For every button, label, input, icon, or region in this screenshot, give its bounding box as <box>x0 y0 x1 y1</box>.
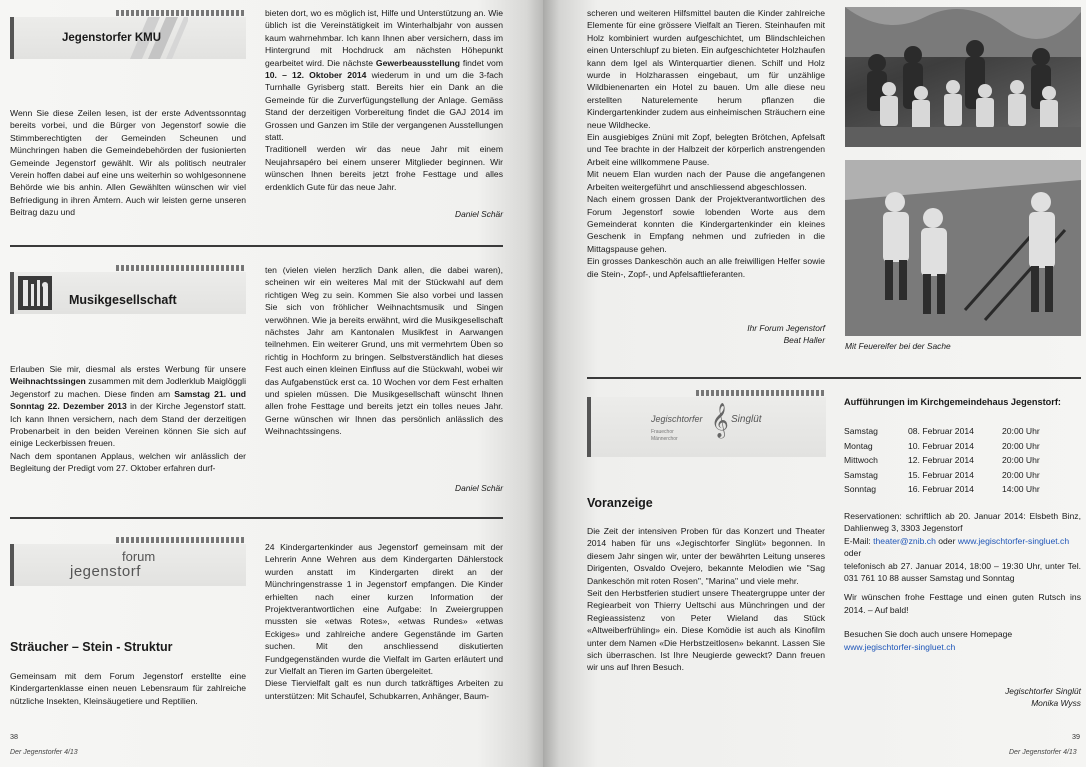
singlut-signature <box>943 685 1081 710</box>
homepage-link[interactable]: www.jegischtorfer-singluet.ch <box>844 641 956 652</box>
forum-logo-word1: forum <box>122 549 156 564</box>
forum-text-col3 <box>587 7 825 280</box>
forum-paragraph-6: Mit neuem Elan wurden nach der Pause die angefangenen Arbeiten weitergeführt und anschliessend abgeschlossen. <box>587 169 825 192</box>
kmu-paragraph: Wenn Sie diese Zeilen lesen, ist der erste Adventssonntag bereits vorbei, und die Bürger von Jegenstorf sowie die Stimmberechtigten der Gemeinden Scheunen und Münchringen haben die Gemeindebehörden der fusionierten Gemeinde Jegenstorf gewählt. Wir als politisch neutraler Verein hoffen dabei auf eine uns weiterhin so wohlgesonnene Behörde wie bis anhin. Allen Gewählten wünschen wir viel Befriedigung in ihren Ämtern. Auch wir leisten gerne unseren Beitrag dazu und <box>10 108 246 218</box>
forum-title: Sträucher – Stein - Struktur <box>10 640 173 654</box>
music-instrument-icon <box>18 276 52 310</box>
forum-paragraph-4: scheren und weiteren Hilfsmittel bauten die Kinder zahlreiche Elemente für eine grössere Vielfalt an Tieren. Steinhaufen mit Holz kombiniert wurden aufgeschichtet, um Blindschleichen einen Unterschlupf zu bieten. Ein aufgeschichteter Holzhaufen kann dem Igel als Winterquartier dienen. Schilf und Holz wurde in Holzharassen eingebaut, um für unzählige Wildbienenarten ein Hotel zu bauen. Um alle diese neu erstellten Naturelemente herum pflanzen die Kindergartenkinder zudem aus einheimischen Sträuchern eine neue Wildhecke. <box>587 8 825 130</box>
kmu-paragraph-3: Traditionell werden wir das neue Jahr mit einem Neujahrsapéro bei einem unserer Mitglieder beginnen. Wir wünschen Ihnen bereits jetzt frohe Festtage und alles erdenklich Gute für das neue Jahr. <box>265 144 503 192</box>
singlut-title: Voranzeige <box>587 496 653 510</box>
kids-working-image <box>845 160 1081 336</box>
photo-kids-group <box>845 7 1081 147</box>
kmu-text-col1 <box>10 107 246 219</box>
forum-paragraph-5: Ein ausgiebiges Znüni mit Zopf, belegten Brötchen, Apfelsaft und Tee brachte in der Halbzeit der körperlich anstrengenden Arbeit eine willkommene Pause. <box>587 132 825 167</box>
dots-decoration <box>696 390 826 396</box>
kmu-paragraph-2: bieten dort, wo es möglich ist, Hilfe und Unterstützung an. Wie üblich ist die Vereinstätigkeit im Winterhalbjahr von aussen kaum wahrnehmbar. Ich kann Ihnen aber versichern, dass im Hintergrund mit Hochdruck am nächsten Höhepunkt gearbeitet wird. Die nächste Gewerbeausstellung findet vom 10. – 12. Oktober 2014 wiederum in und um die 3-fach Turnhalle Gyrisberg statt. Bereits hier ein Dank an die Gemeinde für die Zurverfügungstellung der Anlage. Gemäss Stand der derzeitigen Vorbereitung findet die GAJ 2014 im Grossen und Ganzen im Stile der vergangenen Ausstellungen statt. <box>265 8 503 143</box>
singlut-signature-org: Jegischtorfer Singlüt <box>1005 686 1081 696</box>
musik-paragraph-3: ten (vielen vielen herzlich Dank allen, die dabei waren), scheinen wir ein weiteres Mal mit der Stückwahl auf dem richtigen Weg zu sein. Kommen Sie also vorbei und lassen Sie sich von fröhlicher Weihnachtsmusik und Singen verwöhnen. Wie ja bereits erwähnt, wird die Musikgesellschaft nächstes Jahr am Kantonalen Musikfest in Aarwangen teilnehmen. Ein weiterer Grund, uns mit vermehrtem Üben so richtig in Hochform zu bringen. Selbstverständlich hat dieses Fest auch einen kleinen Einfluss auf die Stückwahl, wobei wir das Aufgabenstück erst ca. 10 Wochen vor dem Fest erhalten und spielen müssen. Die Musikgesellschaft wünscht Ihnen allen frohe Festtage und bereits jetzt ein tolles neues Jahr. Gerne wünschen wir Ihnen das persönlich anlässlich des Weihnachtssingens. <box>265 265 503 437</box>
dots-decoration <box>116 10 246 16</box>
singlut-logo-box <box>587 397 826 457</box>
kmu-title: Jegenstorfer KMU <box>62 32 162 44</box>
singlut-logo-name: Jegischtorfer <box>651 414 703 424</box>
performance-row: Sonntag 16. Februar 2014 14:00 Uhr <box>844 484 1040 495</box>
photo-caption: Mit Feuereifer bei der Sache <box>845 341 951 351</box>
kmu-signature: Daniel Schär <box>455 209 503 219</box>
divider <box>587 377 1081 379</box>
reservation-address: Reservationen: schriftlich ab 20. Januar 2014: Elsbeth Binz, Dahlienweg 3, 3303 Jegenstorf <box>844 511 1081 534</box>
reservation-phone: telefonisch ab 27. Januar 2014, 18:00 – 19:30 Uhr, unter Tel. 031 761 10 88 ausser Samstag und Sonntag <box>844 560 1081 584</box>
forum-logo-box <box>10 544 246 586</box>
musik-text-col2 <box>265 264 503 438</box>
performances-table <box>844 424 1040 497</box>
forum-signature <box>673 322 825 347</box>
page-right <box>543 0 1086 767</box>
musik-text-col1 <box>10 363 246 475</box>
singlut-text-col1 <box>587 525 825 674</box>
forum-signature-org: Ihr Forum Jegenstorf <box>747 323 825 333</box>
forum-signature-name: Beat Haller <box>783 335 825 346</box>
singlut-signature-name: Monika Wyss <box>1031 698 1081 709</box>
dots-decoration <box>116 265 246 271</box>
forum-text-col2 <box>265 541 503 702</box>
photo-kids-working <box>845 160 1081 336</box>
musik-signature: Daniel Schär <box>455 483 503 493</box>
kids-group-image <box>845 7 1081 147</box>
forum-logo-word2: jegenstorf <box>70 563 141 580</box>
kmu-logo-box <box>10 17 246 59</box>
singlut-paragraph: Die Zeit der intensiven Proben für das Konzert und Theater 2014 haben für uns «Jegischtorfer Singlüt» begonnen. In diesem Jahr singen wir, unter der bewährten Leitung unseres Dirigenten, Osvaldo Ovejero, bekannte Melodien wie "Sag Dankeschön mit roten Rosen", "Marina" und viele mehr. <box>587 526 825 586</box>
forum-paragraph: Gemeinsam mit dem Forum Jegenstorf erstellte eine Kindergartenklasse einen neuen Lebensraum für zahlreiche nützliche Insekten, Kleinsäugetiere und Reptilien. <box>10 671 246 706</box>
forum-paragraph-3: Diese Tiervielfalt galt es nun durch tatkräftiges Arbeiten zu unterstützen: Mit Schaufel, Schubkarren, Anhänger, Baum- <box>265 678 503 701</box>
website-link[interactable]: www.jegischtorfer-singluet.ch <box>957 535 1070 546</box>
performance-row: Samstag 15. Februar 2014 20:00 Uhr <box>844 469 1040 480</box>
singlut-logo-sub2: Männerchor <box>651 436 678 442</box>
forum-paragraph-7: Nach einem grossen Dank der Projektverantwortlichen des Forum Jegenstorf sowie lobenden Worte aus dem Gemeinderat konnten die Kindergartenkinder ein kleines Geschenk in Empfang nehmen und zufrieden in die Mittagspause gehen. <box>587 194 825 254</box>
forum-paragraph-8: Ein grosses Dankeschön auch an alle freiwilligen Helfer sowie die Stein-, Zopf-, und Apfelsaftlieferanten. <box>587 256 825 279</box>
issue-footer-left: Der Jegenstorfer 4/13 <box>10 749 78 756</box>
musik-title: Musikgesellschaft <box>69 293 177 307</box>
divider <box>10 517 503 519</box>
forum-text-col1 <box>10 670 246 707</box>
dots-decoration <box>116 537 246 543</box>
musik-paragraph: Erlauben Sie mir, diesmal als erstes Werbung für unsere Weihnachtssingen zusammen mit dem Jodlerklub Maiglöggli Jegenstorf zu machen. Diese finden am Samstag 21. und Sonntag 22. Dezember 2013 in der Kirche Jegenstorf statt. Ich kann Ihnen versichern, nach dem Stand der derzeitigen Probenarbeit in den beiden Vereinen können Sie sich auf einige Leckerbissen freuen. <box>10 364 246 449</box>
reservation-info <box>844 510 1081 653</box>
performances-title: Aufführungen im Kirchgemeindehaus Jegenstorf: <box>844 397 1061 407</box>
performance-row: Samstag 08. Februar 2014 20:00 Uhr <box>844 426 1040 436</box>
reservation-or: oder <box>844 548 862 559</box>
page-number-right: 39 <box>1072 732 1080 741</box>
performance-row: Mittwoch 12. Februar 2014 20:00 Uhr <box>844 455 1040 466</box>
wishes-text: Wir wünschen frohe Festtage und einen guten Rutsch ins 2014. – Auf bald! <box>844 592 1081 615</box>
email-link[interactable]: theater@znib.ch <box>873 535 936 546</box>
issue-footer-right: Der Jegenstorfer 4/13 <box>1009 749 1077 756</box>
singlut-paragraph-2: Seit den Herbstferien studiert unsere Theatergruppe unter der Regiearbeit von Thierry Ueltschi aus Münchringen und der Regieassistenz von Peter Wieland das Stück «Altweiberfrühling» ein. Diese Komödie ist auch als Kinofilm unter dem Namen «Die Herbstzeitlosen» bekannt. Lassen Sie sich überraschen. Ist Ihre Neugierde geweckt? Dann freuen wir uns auf Ihren Besuch. <box>587 588 825 673</box>
homepage-text: Besuchen Sie doch auch unsere Homepage <box>844 629 1013 640</box>
musik-paragraph-2: Nach dem spontanen Applaus, welchen wir anlässlich der Begleitung der Predigt vom 27. Oktober erfahren durf- <box>10 450 246 474</box>
divider <box>10 245 503 247</box>
musik-logo-box <box>10 272 246 314</box>
kmu-text-col2 <box>265 7 503 193</box>
reservation-email: E-Mail: theater@znib.ch oder www.jegischtorfer-singluet.ch <box>844 535 1070 546</box>
forum-paragraph-2: 24 Kindergartenkinder aus Jegenstorf gemeinsam mit der Lehrerin Anne Wehren aus dem Kindergarten Dählerstock wurden anstatt im Kindergarten direkt an der Münchringenstrasse 1 in Jegenstorf empfangen. Die Kinder erhielten nach einer kurzen Information der Projektverantwortlichen eine Aufgabe: In Zweiergruppen mussten sie «etwas Rotes», «etwas Rundes» «etwas Eckiges» und zahlreiche andere Gegenstände im Garten suchen. Mit den anschliessend diskutierten Fundgegenständen wurde die Vielfalt im Garten erläutert und zur Vielfalt an Tieren im Garten übergeleitet. <box>265 542 503 677</box>
treble-clef-icon: 𝄞 <box>711 403 729 438</box>
page-number-left: 38 <box>10 732 18 741</box>
singlut-logo-name2: Singlüt <box>731 414 762 425</box>
singlut-logo-sub1: Frauechor <box>651 429 674 435</box>
performance-row: Montag 10. Februar 2014 20:00 Uhr <box>844 440 1040 451</box>
